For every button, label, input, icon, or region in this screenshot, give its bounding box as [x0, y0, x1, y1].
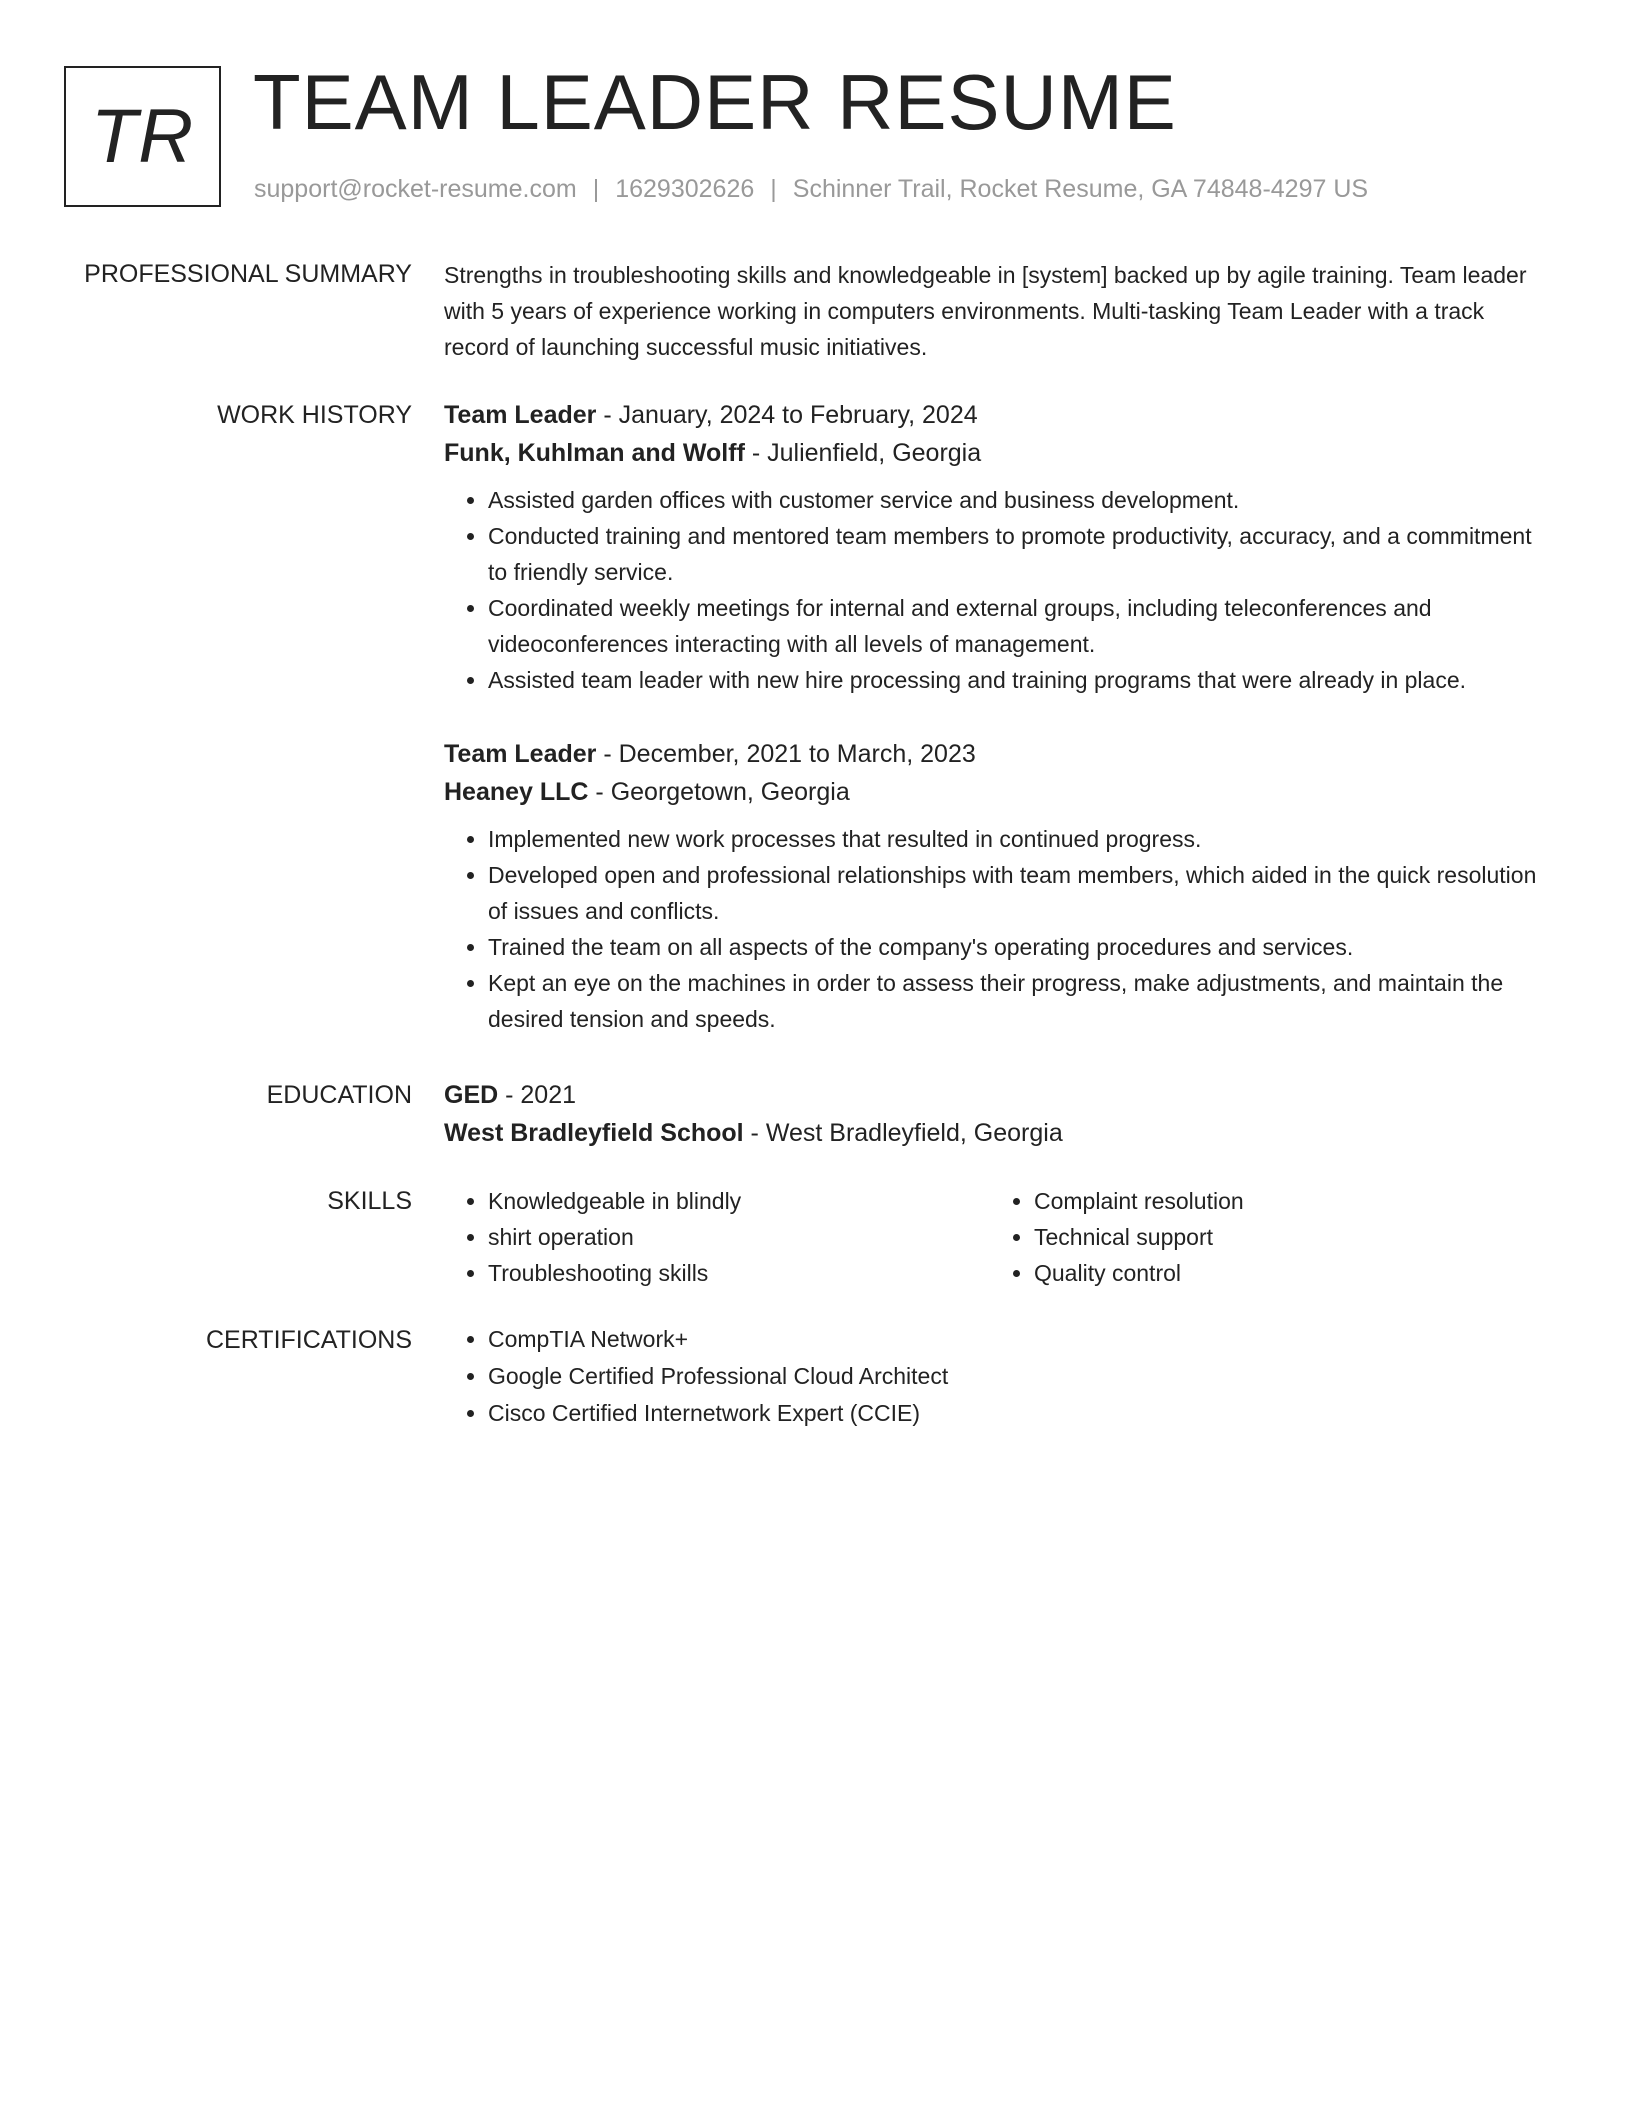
job-company: Heaney LLC [444, 778, 589, 806]
certification-item: • Cisco Certified Internetwork Expert (CCIE) [488, 1395, 1552, 1432]
skills-column [990, 1183, 1536, 1291]
job-title: Team Leader [444, 740, 597, 768]
job-bullets [444, 821, 1552, 1037]
contact-separator: | [592, 175, 600, 203]
list-item: • Assisted garden offices with customer service and business development. [488, 482, 1552, 518]
education-section [444, 1076, 1552, 1152]
skill-item: • Technical support [1034, 1219, 1536, 1255]
contact-separator: | [770, 175, 777, 203]
list-item: • Trained the team on all aspects of the company's operating procedures and services. [488, 929, 1552, 965]
job-dates: - January, 2024 to February, 2024 [596, 401, 978, 429]
list-item: • Assisted team leader with new hire processing and training programs that were already in place. [488, 662, 1552, 698]
job-title-line [444, 396, 1552, 434]
job-title: Team Leader [444, 401, 597, 429]
job-title-line [444, 735, 1552, 773]
education-degree-line [444, 1076, 1552, 1114]
list-item: • Developed open and professional relationships with team members, which aided in the quick resolution of issues and conflicts. [488, 857, 1552, 929]
job-bullets [444, 482, 1552, 698]
contact-address: Schinner Trail, Rocket Resume, GA 74848-4297 US [792, 175, 1369, 203]
job-location: - Georgetown, Georgia [588, 778, 850, 806]
job-location: - Julienfield, Georgia [744, 439, 982, 467]
list-item: • Coordinated weekly meetings for internal and external groups, including teleconferences and videoconferences interacting with all levels of management. [488, 590, 1552, 662]
monogram-logo: TR [64, 66, 221, 207]
contact-line [254, 174, 1368, 204]
list-item: • Kept an eye on the machines in order to assess their progress, make adjustments, and maintain the desired tension and speeds. [488, 965, 1552, 1037]
list-item: • Implemented new work processes that resulted in continued progress. [488, 821, 1552, 857]
job-company-line [444, 434, 1552, 472]
contact-phone: 1629302626 [615, 175, 755, 203]
section-label-skills: SKILLS [327, 1187, 412, 1215]
job-dates: - December, 2021 to March, 2023 [596, 740, 976, 768]
summary-section [444, 257, 1552, 365]
section-label-education: EDUCATION [266, 1081, 412, 1109]
job-company: Funk, Kuhlman and Wolff [444, 439, 745, 467]
education-location: - West Bradleyfield, Georgia [743, 1119, 1063, 1147]
job-company-line [444, 773, 1552, 811]
skill-item: • Troubleshooting skills [488, 1255, 990, 1291]
section-label-certifications: CERTIFICATIONS [205, 1326, 412, 1354]
education-school: West Bradleyfield School [444, 1119, 744, 1147]
skills-section [444, 1183, 1552, 1291]
skills-column [444, 1183, 990, 1291]
skill-item: • Knowledgeable in blindly [488, 1183, 990, 1219]
skill-item: • Complaint resolution [1034, 1183, 1536, 1219]
education-year: - 2021 [498, 1081, 577, 1109]
section-label-summary: PROFESSIONAL SUMMARY [84, 260, 412, 288]
contact-email: support@rocket-resume.com [254, 175, 577, 203]
certification-item: • CompTIA Network+ [488, 1321, 1552, 1358]
page-title: TEAM LEADER RESUME [253, 58, 1177, 146]
list-item: • Conducted training and mentored team members to promote productivity, accuracy, and a commitment to friendly service. [488, 518, 1552, 590]
certification-item: • Google Certified Professional Cloud Architect [488, 1358, 1552, 1395]
section-label-work-history: WORK HISTORY [217, 401, 412, 429]
certifications-section [444, 1321, 1552, 1432]
summary-text: Strengths in troubleshooting skills and knowledgeable in [system] backed up by agile training. Team leader with 5 years of experience working in computers environments. Multi-tasking Team Leader with a track record of launching successful music initiatives. [444, 262, 1527, 360]
education-degree: GED [444, 1081, 499, 1109]
job-entry [444, 396, 1552, 698]
skill-item: • Quality control [1034, 1255, 1536, 1291]
skill-item: • shirt operation [488, 1219, 990, 1255]
education-school-line [444, 1114, 1552, 1152]
certifications-list [444, 1321, 1552, 1432]
job-entry [444, 735, 1552, 1037]
